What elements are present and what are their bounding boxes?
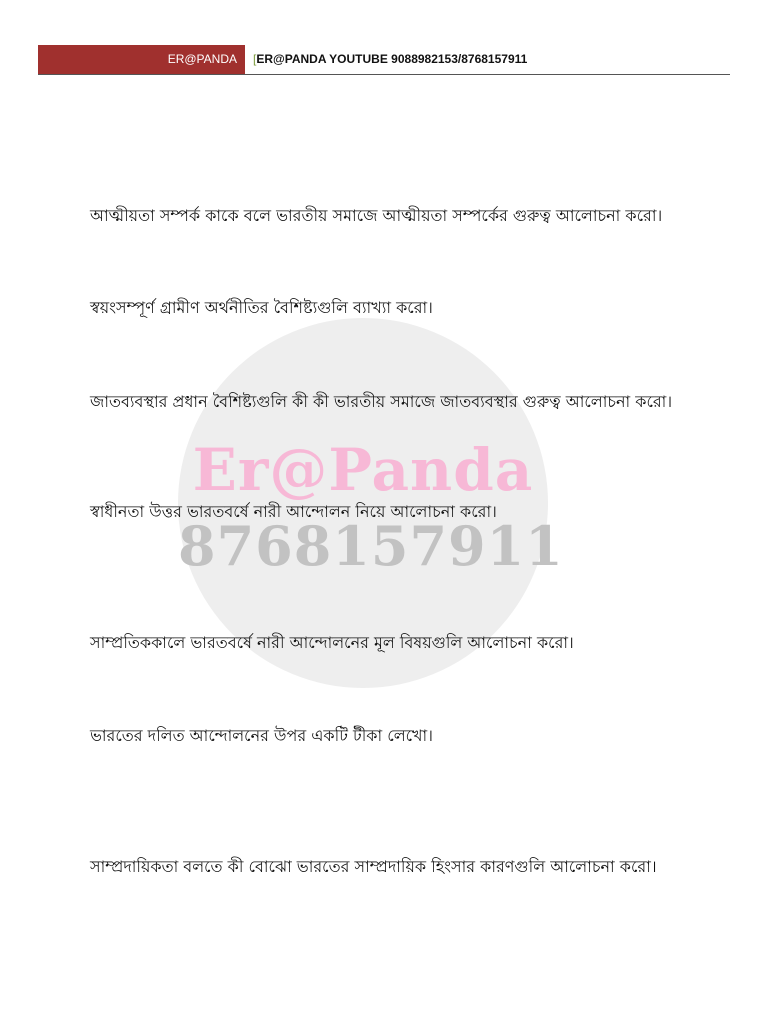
header-brand-tag: ER@PANDA	[38, 45, 245, 74]
page-header	[38, 45, 730, 75]
header-bracket: [	[253, 52, 257, 66]
question-4: স্বাধীনতা উত্তর ভারতবর্ষে নারী আন্দোলন নিয়ে আলোচনা করো।	[90, 502, 497, 521]
header-divider	[38, 74, 730, 75]
question-7: সাম্প্রদায়িকতা বলতে কী বোঝো ভারতের সাম্প্রদায়িক হিংসার কারণগুলি আলোচনা করো।	[90, 857, 657, 876]
question-3: জাতব্যবস্থার প্রধান বৈশিষ্ট্যগুলি কী কী ভারতীয় সমাজে জাতব্যবস্থার গুরুত্ব আলোচনা করো।	[90, 392, 673, 411]
watermark-brand: Er@Panda	[192, 436, 534, 504]
question-5: সাম্প্রতিককালে ভারতবর্ষে নারী আন্দোলনের মূল বিষয়গুলি আলোচনা করো।	[90, 633, 574, 652]
header-title-text: ER@PANDA YOUTUBE 9088982153/8768157911	[256, 52, 528, 66]
question-6: ভারতের দলিত আন্দোলনের উপর একটি টীকা লেখো।	[90, 726, 433, 745]
header-title	[253, 45, 527, 74]
question-2: স্বয়ংসম্পূর্ণ গ্রামীণ অর্থনীতির বৈশিষ্ট্যগুলি ব্যাখ্যা করো।	[90, 298, 433, 317]
watermark-phone: 8768157911	[178, 514, 564, 578]
question-1: আত্মীয়তা সম্পর্ক কাকে বলে ভারতীয় সমাজে আত্মীয়তা সম্পর্কের গুরুত্ব আলোচনা করো।	[90, 206, 663, 225]
